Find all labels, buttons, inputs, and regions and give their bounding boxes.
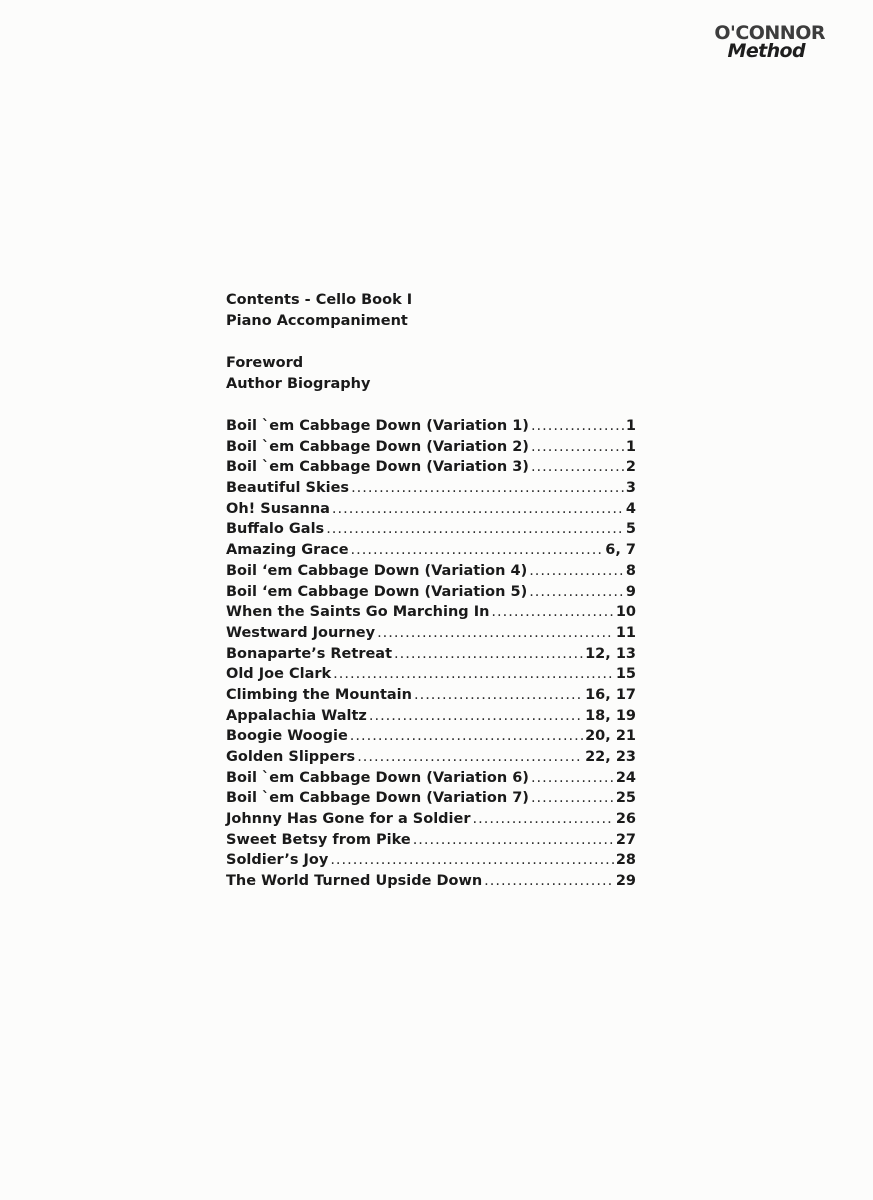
toc-entry-title: Bonaparte’s Retreat (226, 645, 393, 662)
toc-entry-title: Boil ‘em Cabbage Down (Variation 5) (226, 583, 528, 600)
toc-entry-title: Boil `em Cabbage Down (Variation 3) (226, 459, 529, 476)
toc-dot-leader (414, 685, 583, 706)
toc-dot-leader (491, 602, 613, 623)
toc-entry-page: 3 (625, 480, 636, 497)
toc-entry (226, 850, 636, 871)
table-of-contents (226, 290, 636, 892)
toc-dot-leader (529, 582, 624, 603)
toc-entry (226, 664, 636, 685)
toc-entry-title: Boogie Woogie (226, 728, 348, 745)
toc-entry (226, 685, 636, 706)
toc-entry-page: 1 (625, 438, 636, 455)
oconnor-method-logo (714, 24, 825, 61)
toc-entry (226, 747, 636, 768)
toc-entry (226, 519, 636, 540)
toc-dot-leader (484, 871, 614, 892)
toc-entry-title: Buffalo Gals (226, 521, 325, 538)
toc-entry-page: 10 (615, 604, 636, 621)
toc-entry-page: 5 (625, 521, 636, 538)
toc-entry (226, 582, 636, 603)
toc-dot-leader (377, 623, 614, 644)
toc-entry-page: 11 (615, 624, 636, 641)
toc-entry (226, 478, 636, 499)
toc-entry (226, 830, 636, 851)
logo-line-1: O'CONNOR (714, 22, 825, 44)
contents-subtitle: Piano Accompaniment (226, 313, 408, 329)
front-matter-author-biography: Author Biography (226, 376, 371, 392)
toc-dot-leader (326, 519, 624, 540)
toc-entry-page: 6, 7 (605, 542, 636, 559)
toc-entry-page: 24 (615, 769, 636, 786)
toc-entry (226, 788, 636, 809)
toc-entry-title: Old Joe Clark (226, 666, 332, 683)
toc-entry-title: Beautiful Skies (226, 480, 350, 497)
toc-dot-leader (332, 499, 624, 520)
toc-entry-page: 26 (615, 811, 636, 828)
toc-entry-title: Boil `em Cabbage Down (Variation 1) (226, 418, 529, 434)
toc-entry-page: 4 (625, 500, 636, 517)
toc-entry-page: 29 (615, 873, 636, 890)
toc-dot-leader (351, 478, 624, 499)
toc-entry (226, 809, 636, 830)
toc-entry (226, 871, 636, 892)
toc-entry (226, 561, 636, 582)
contents-title: Contents - Cello Book I (226, 292, 413, 308)
toc-entry-page: 8 (625, 562, 636, 579)
toc-dot-leader (529, 561, 624, 582)
toc-dot-leader (351, 540, 604, 561)
toc-entry (226, 416, 636, 437)
toc-entry (226, 768, 636, 789)
toc-dot-leader (330, 850, 613, 871)
logo-line-2: Method (727, 40, 805, 62)
toc-dot-leader (413, 830, 614, 851)
toc-dot-leader (531, 788, 614, 809)
toc-entry-page: 12, 13 (585, 645, 636, 662)
toc-entry-page: 16, 17 (585, 686, 636, 703)
toc-dot-leader (531, 437, 624, 458)
toc-entry-title: The World Turned Upside Down (226, 873, 483, 890)
front-matter-foreword: Foreword (226, 355, 304, 371)
toc-entry-title: Climbing the Mountain (226, 686, 412, 703)
toc-entry-title: Boil `em Cabbage Down (Variation 2) (226, 438, 529, 455)
toc-dot-leader (394, 644, 583, 665)
toc-entry-title: Soldier’s Joy (226, 852, 329, 869)
toc-dot-leader (333, 664, 614, 685)
toc-entry-page: 27 (615, 831, 636, 848)
toc-list (226, 416, 636, 892)
toc-dot-leader (350, 726, 583, 747)
toc-entry-page: 1 (625, 418, 636, 434)
toc-entry-title: Boil ‘em Cabbage Down (Variation 4) (226, 562, 528, 579)
toc-entry (226, 726, 636, 747)
toc-entry-page: 22, 23 (585, 749, 636, 765)
toc-entry (226, 623, 636, 644)
toc-entry-title: When the Saints Go Marching In (226, 604, 490, 621)
toc-dot-leader (531, 416, 624, 437)
toc-entry-title: Appalachia Waltz (226, 707, 367, 724)
toc-entry-page: 2 (625, 459, 636, 476)
toc-dot-leader (531, 768, 614, 789)
toc-entry-title: Amazing Grace (226, 542, 349, 559)
toc-entry-title: Boil `em Cabbage Down (Variation 7) (226, 790, 529, 807)
toc-entry-title: Oh! Susanna (226, 500, 330, 517)
toc-dot-leader (473, 809, 614, 830)
toc-entry-title: Westward Journey (226, 624, 376, 641)
toc-entry-page: 15 (615, 666, 636, 683)
toc-entry-page: 28 (615, 852, 636, 869)
spacer (226, 332, 636, 353)
toc-dot-leader (531, 457, 624, 478)
toc-entry (226, 644, 636, 665)
toc-entry (226, 706, 636, 727)
toc-entry (226, 457, 636, 478)
toc-entry (226, 499, 636, 520)
toc-entry-title: Boil `em Cabbage Down (Variation 6) (226, 769, 529, 786)
toc-dot-leader (357, 747, 583, 768)
toc-dot-leader (369, 706, 583, 727)
toc-entry-page: 25 (615, 790, 636, 807)
toc-entry (226, 540, 636, 561)
toc-entry (226, 437, 636, 458)
toc-entry (226, 602, 636, 623)
spacer (226, 395, 636, 416)
toc-entry-page: 20, 21 (585, 728, 636, 745)
toc-entry-title: Golden Slippers (226, 749, 356, 765)
toc-entry-title: Johnny Has Gone for a Soldier (226, 811, 471, 828)
toc-entry-page: 18, 19 (585, 707, 636, 724)
toc-entry-page: 9 (625, 583, 636, 600)
toc-entry-title: Sweet Betsy from Pike (226, 831, 411, 848)
